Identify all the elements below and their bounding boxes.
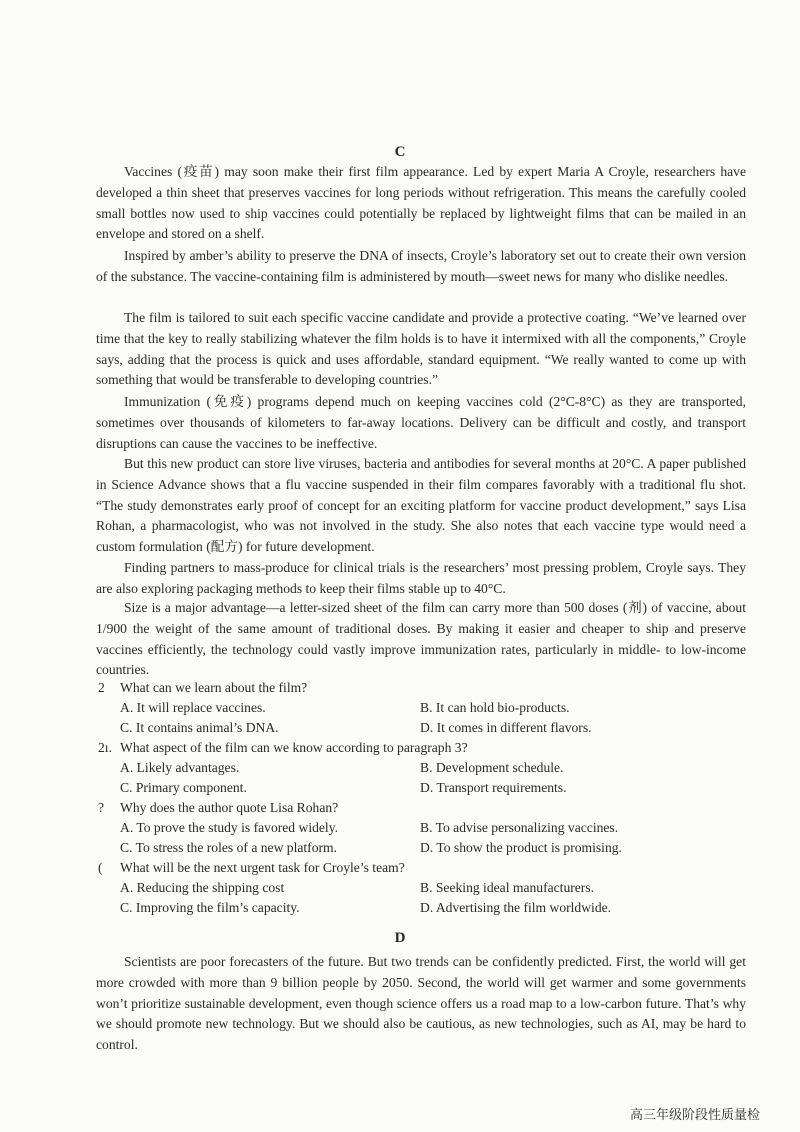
option-b[interactable]: B. To advise personalizing vaccines.	[420, 820, 619, 835]
footer-exam-label: 高三年级阶段性质量检	[629, 1107, 760, 1122]
question-2	[98, 738, 748, 758]
passage-c-paragraph-7: Size is a major advantage—a letter-sized sheet of the film can carry more than 500 doses (剂) of vaccine, about 1/900 the weight of the same amount of traditional doses. By making it easier and cheaper to ship and preserve vaccines efficiently, the technology could vastly improve immunization rates, particularly in middle- to low-income countries.	[96, 600, 746, 678]
option-b[interactable]: B. Development schedule.	[420, 760, 564, 775]
option-c[interactable]: C. Primary component.	[120, 780, 247, 795]
question-3	[98, 798, 748, 818]
question-4	[98, 858, 748, 878]
question-text: What can we learn about the film?	[120, 680, 308, 695]
passage-c-heading: C	[394, 144, 406, 160]
question-text: What aspect of the film can we know according to paragraph 3?	[120, 740, 468, 755]
option-a[interactable]: A. To prove the study is favored widely.	[120, 820, 339, 835]
option-b[interactable]: B. It can hold bio-products.	[420, 700, 570, 715]
option-b[interactable]: B. Seeking ideal manufacturers.	[420, 880, 595, 895]
passage-c-paragraph-5: But this new product can store live viruses, bacteria and antibodies for several months at 20°C. A paper published in Science Advance shows that a flu vaccine suspended in their film compares favorably with a traditional flu shot. “The study demonstrates early proof of concept for an exciting platform for vaccine product development,” says Lisa Rohan, a pharmacologist, who was not involved in the study. She also notes that each vaccine type would need a custom formulation (配方) for future development.	[96, 456, 746, 555]
question-number: 2	[98, 680, 105, 695]
option-c[interactable]: C. It contains animal’s DNA.	[120, 720, 279, 735]
passage-c-paragraph-1: Vaccines (疫苗) may soon make their first film appearance. Led by expert Maria A Croyle, researchers have developed a thin sheet that preserves vaccines for long periods without refrigeration. This means the carefully cooled small bottles now used to ship vaccines could potentially be replaced by lightweight films that can be mailed in an envelope and stored on a shelf.	[96, 164, 746, 242]
question-text: Why does the author quote Lisa Rohan?	[120, 800, 339, 815]
option-d[interactable]: D. To show the product is promising.	[420, 840, 622, 855]
question-number: (	[98, 860, 103, 875]
option-c[interactable]: C. To stress the roles of a new platform.	[120, 840, 338, 855]
question-number: 2ı.	[98, 740, 112, 755]
passage-d-heading: D	[394, 930, 406, 946]
passage-c-paragraph-4: Immunization (免疫) programs depend much on keeping vaccines cold (2°C-8°C) as they are transported, sometimes over thousands of kilometers to far-away locations. Delivery can be difficult and costly, and transport disruptions can cause the vaccines to be ineffective.	[96, 394, 746, 451]
option-c[interactable]: C. Improving the film’s capacity.	[120, 900, 300, 915]
question-number: ?	[98, 800, 105, 815]
passage-c-paragraph-3: The film is tailored to suit each specific vaccine candidate and provide a protective coating. “We’ve learned over time that the key to really stabilizing whatever the film holds is to have it intermixed with all the components,” Croyle says, adding that the process is quick and uses affordable, standard equipment. “We really wanted to come up with something that would be transferable to developing countries.”	[96, 310, 746, 388]
question-text: What will be the next urgent task for Croyle’s team?	[120, 860, 405, 875]
option-a[interactable]: A. Reducing the shipping cost	[120, 880, 285, 895]
passage-c-paragraph-6: Finding partners to mass-produce for clinical trials is the researchers’ most pressing problem, Croyle says. They are also exploring packaging methods to keep their films stable up to 40°C.	[96, 560, 746, 596]
option-d[interactable]: D. It comes in different flavors.	[420, 720, 592, 735]
passage-d-paragraph-1: Scientists are poor forecasters of the future. But two trends can be confidently predicted. First, the world will get more crowded with more than 9 billion people by 2050. Second, the world will get warmer and some governments won’t prioritize sustainable development, even though science offers us a road map to a low-carbon future. That’s why we should promote new technology. But we should also be cautious, as new technologies, such as AI, may be hard to control.	[96, 954, 746, 1053]
option-d[interactable]: D. Advertising the film worldwide.	[420, 900, 612, 915]
question-1	[98, 678, 748, 698]
option-d[interactable]: D. Transport requirements.	[420, 780, 567, 795]
option-a[interactable]: A. It will replace vaccines.	[120, 700, 266, 715]
option-a[interactable]: A. Likely advantages.	[120, 760, 240, 775]
passage-c-paragraph-2: Inspired by amber’s ability to preserve the DNA of insects, Croyle’s laboratory set out to create their own version of the substance. The vaccine-containing film is administered by mouth—sweet news for many who dislike needles.	[96, 248, 746, 284]
